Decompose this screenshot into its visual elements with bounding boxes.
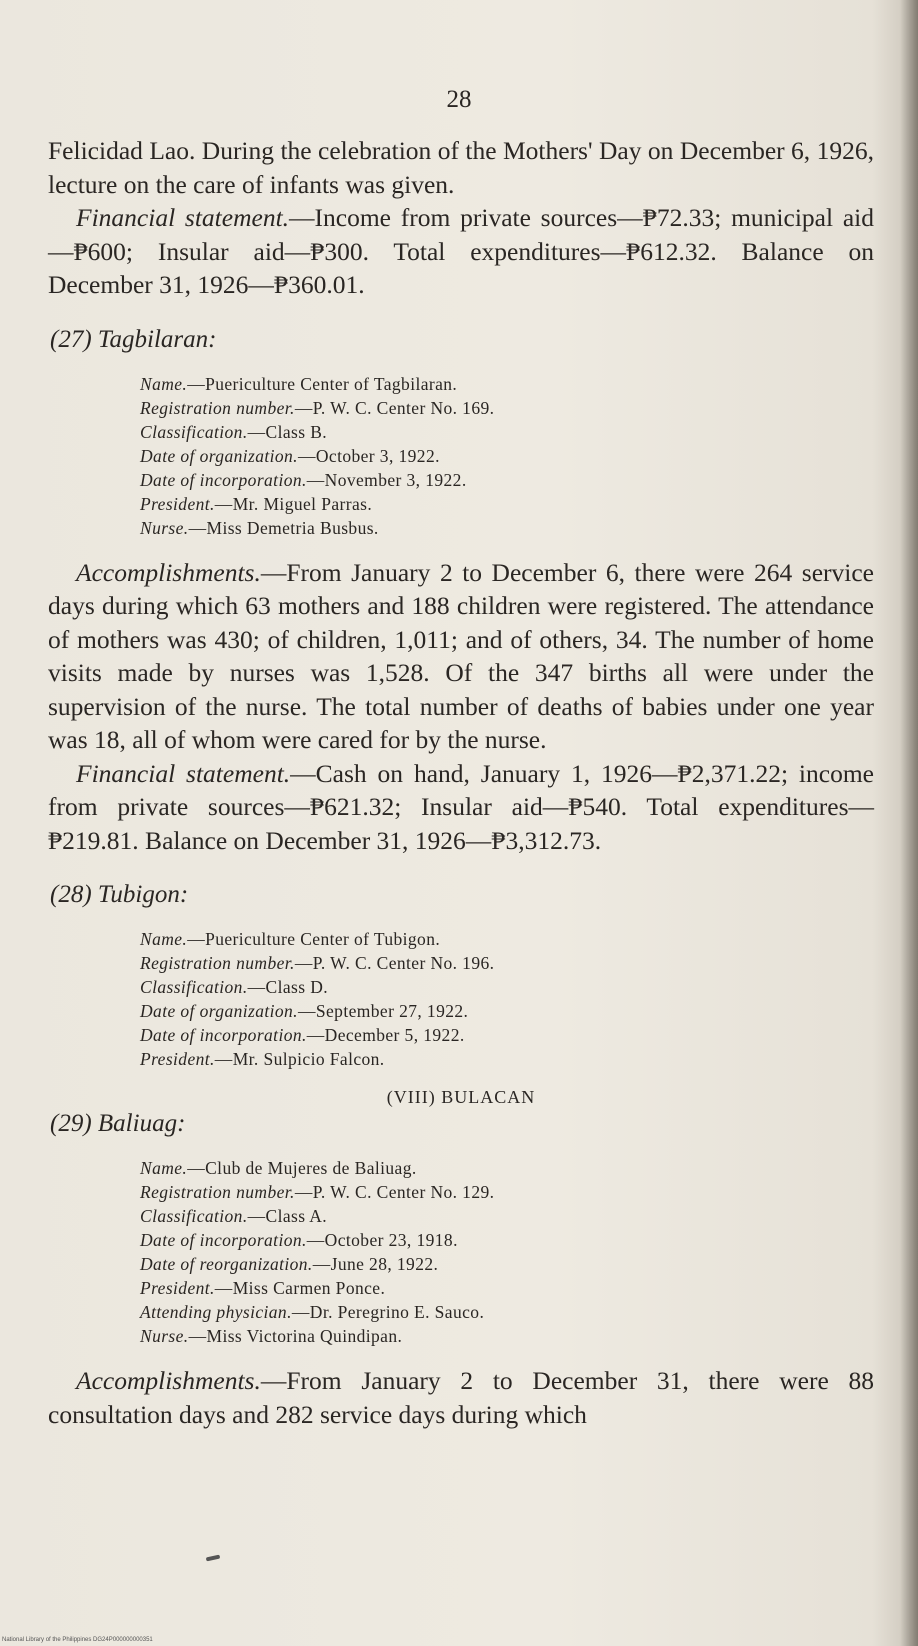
detail-name: Name.—Puericulture Center of Tubigon. [140,929,441,949]
paragraph-label: Financial statement. [76,758,291,788]
detail-date-of-organization: Date of organization.—October 3, 1922. [140,445,440,466]
entry-details-baliuag [48,1156,874,1348]
page-edge-shadow [900,0,918,1646]
detail-nurse: Nurse.—Miss Victorina Quindipan. [140,1326,403,1346]
detail-president: President.—Mr. Sulpicio Falcon. [140,1049,385,1069]
detail-registration-number: Registration number.—P. W. C. Center No. 196. [140,953,495,973]
paragraph-text: —From January 2 to December 6, there were 264 service days during which 63 mothers and 188 children were registered. The attendance of mothers was 430; of children, 1,011; and of others, 34. The number of home visits made by nurses was 1,528. Of the 347 births all were under the supervision of the nurse. The total number of deaths of babies under one year was 18, all of whom were cared for by the nurse. [48,557,874,754]
detail-name: Name.—Club de Mujeres de Baliuag. [140,1158,417,1178]
detail-nurse: Nurse.—Miss Demetria Busbus. [140,517,379,538]
detail-registration-number: Registration number.—P. W. C. Center No. 169. [140,397,495,418]
paragraph-label: Financial statement. [76,203,290,232]
entry-heading-tubigon: (28) Tubigon: [50,881,189,908]
detail-date-of-incorporation: Date of incorporation.—November 3, 1922. [140,469,467,490]
detail-president: President.—Miss Carmen Ponce. [140,1278,386,1298]
paragraph-intro: Felicidad Lao. During the celebration of the Mothers' Day on December 6, 1926, lecture on the care of infants was given. [48,136,874,199]
page-number: 28 [446,86,472,113]
detail-date-of-incorporation: Date of incorporation.—October 23, 1918. [140,1230,458,1250]
paragraph-label: Accomplishments. [76,557,261,587]
detail-attending-physician: Attending physician.—Dr. Peregrino E. Sauco. [140,1302,485,1322]
detail-date-of-incorporation: Date of incorporation.—December 5, 1922. [140,1025,465,1045]
ink-smudge [206,1555,221,1562]
detail-president: President.—Mr. Miguel Parras. [140,493,373,514]
paragraph-text: —From January 2 to December 31, there were 88 consultation days and 282 service days during which [48,1366,874,1429]
entry-heading-tagbilaran: (27) Tagbilaran: [50,325,217,353]
entry-heading-baliuag: (29) Baliuag: [50,1110,186,1137]
page-content [48,134,874,1431]
detail-classification: Classification.—Class A. [140,1206,328,1226]
detail-date-of-organization: Date of organization.—September 27, 1922. [140,1001,469,1021]
detail-name: Name.—Puericulture Center of Tagbilaran. [140,373,458,394]
scan-footer: National Library of the Philippines DG24P000000000351 [2,1637,153,1643]
paragraph-text: —Cash on hand, January 1, 1926—₱2,371.22; income from private sources—₱621.32; Insular aid—₱540. Total expenditures—₱219.81. Balance on December 31, 1926—₱3,312.73. [48,758,874,855]
paragraph-financial-statement-26 [48,201,874,302]
paragraph-accomplishments-27 [48,556,874,757]
detail-date-of-reorganization: Date of reorganization.—June 28, 1922. [140,1254,439,1274]
detail-registration-number: Registration number.—P. W. C. Center No. 129. [140,1182,495,1202]
paragraph-financial-statement-27 [48,757,874,858]
entry-details-tubigon [48,927,874,1071]
paragraph-text: —Income from private sources—₱72.33; municipal aid—₱600; Insular aid—₱300. Total expenditures—₱612.32. Balance on December 31, 1926—₱360.01. [48,203,874,299]
detail-classification: Classification.—Class B. [140,421,328,442]
paragraph-accomplishments-29 [48,1364,874,1431]
entry-details-tagbilaran [48,372,874,540]
section-title-bulacan: (VIII) BULACAN [386,1087,536,1107]
detail-classification: Classification.—Class D. [140,977,329,997]
paragraph-label: Accomplishments. [76,1366,261,1395]
